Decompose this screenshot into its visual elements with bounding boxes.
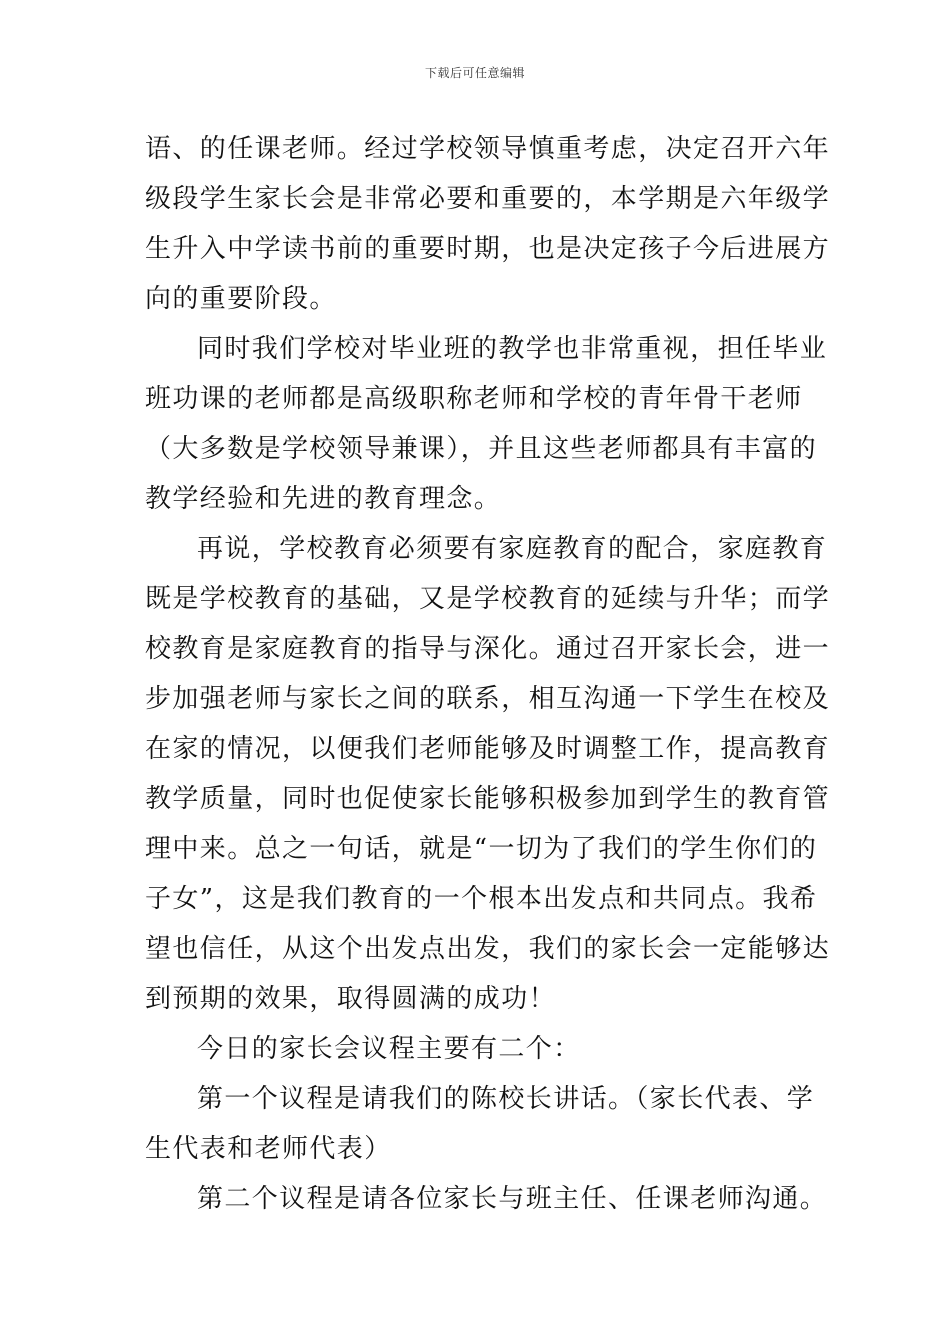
- text-line: 教学经验和先进的教育理念。: [145, 484, 502, 514]
- text-line: 级段学生家长会是非常必要和重要的，本学期是六年级学: [145, 184, 831, 214]
- text-line: 生代表和老师代表）: [145, 1134, 392, 1164]
- text-line: 今日的家长会议程主要有二个：: [197, 1034, 581, 1064]
- text-line: 第二个议程是请各位家长与班主任、任课老师沟通。: [197, 1184, 828, 1214]
- text-line: 望也信任，从这个出发点出发，我们的家长会一定能够达: [145, 934, 831, 964]
- text-line: 在家的情况，以便我们老师能够及时调整工作，提高教育: [145, 734, 831, 764]
- text-line: 到预期的效果，取得圆满的成功！: [145, 984, 557, 1014]
- text-line: 班功课的老师都是高级职称老师和学校的青年骨干老师: [145, 384, 803, 414]
- text-line: 校教育是家庭教育的指导与深化。通过召开家长会，进一: [145, 634, 831, 664]
- text-line: 再说，学校教育必须要有家庭教育的配合，家庭教育: [197, 534, 828, 564]
- text-line: 生升入中学读书前的重要时期，也是决定孩子今后进展方: [145, 234, 831, 264]
- text-line: 步加强老师与家长之间的联系，相互沟通一下学生在校及: [145, 684, 831, 714]
- text-line: 理中来。总之一句话，就是“一切为了我们的学生你们的: [145, 834, 818, 864]
- text-line: 既是学校教育的基础，又是学校教育的延续与升华；而学: [145, 584, 831, 614]
- text-line: 同时我们学校对毕业班的教学也非常重视，担任毕业: [197, 334, 828, 364]
- body-text: [145, 124, 831, 1224]
- text-line: 语、的任课老师。经过学校领导慎重考虑，决定召开六年: [145, 134, 831, 164]
- text-line: 子女”，这是我们教育的一个根本出发点和共同点。我希: [145, 884, 818, 914]
- text-line: 第一个议程是请我们的陈校长讲话。（家长代表、学: [197, 1084, 815, 1114]
- text-line: 教学质量，同时也促使家长能够积极参加到学生的教育管: [145, 784, 831, 814]
- text-line: （大多数是学校领导兼课），并且这些老师都具有丰富的: [145, 434, 818, 464]
- page-header: 下载后可任意编辑: [424, 66, 525, 80]
- text-line: 向的重要阶段。: [145, 284, 337, 314]
